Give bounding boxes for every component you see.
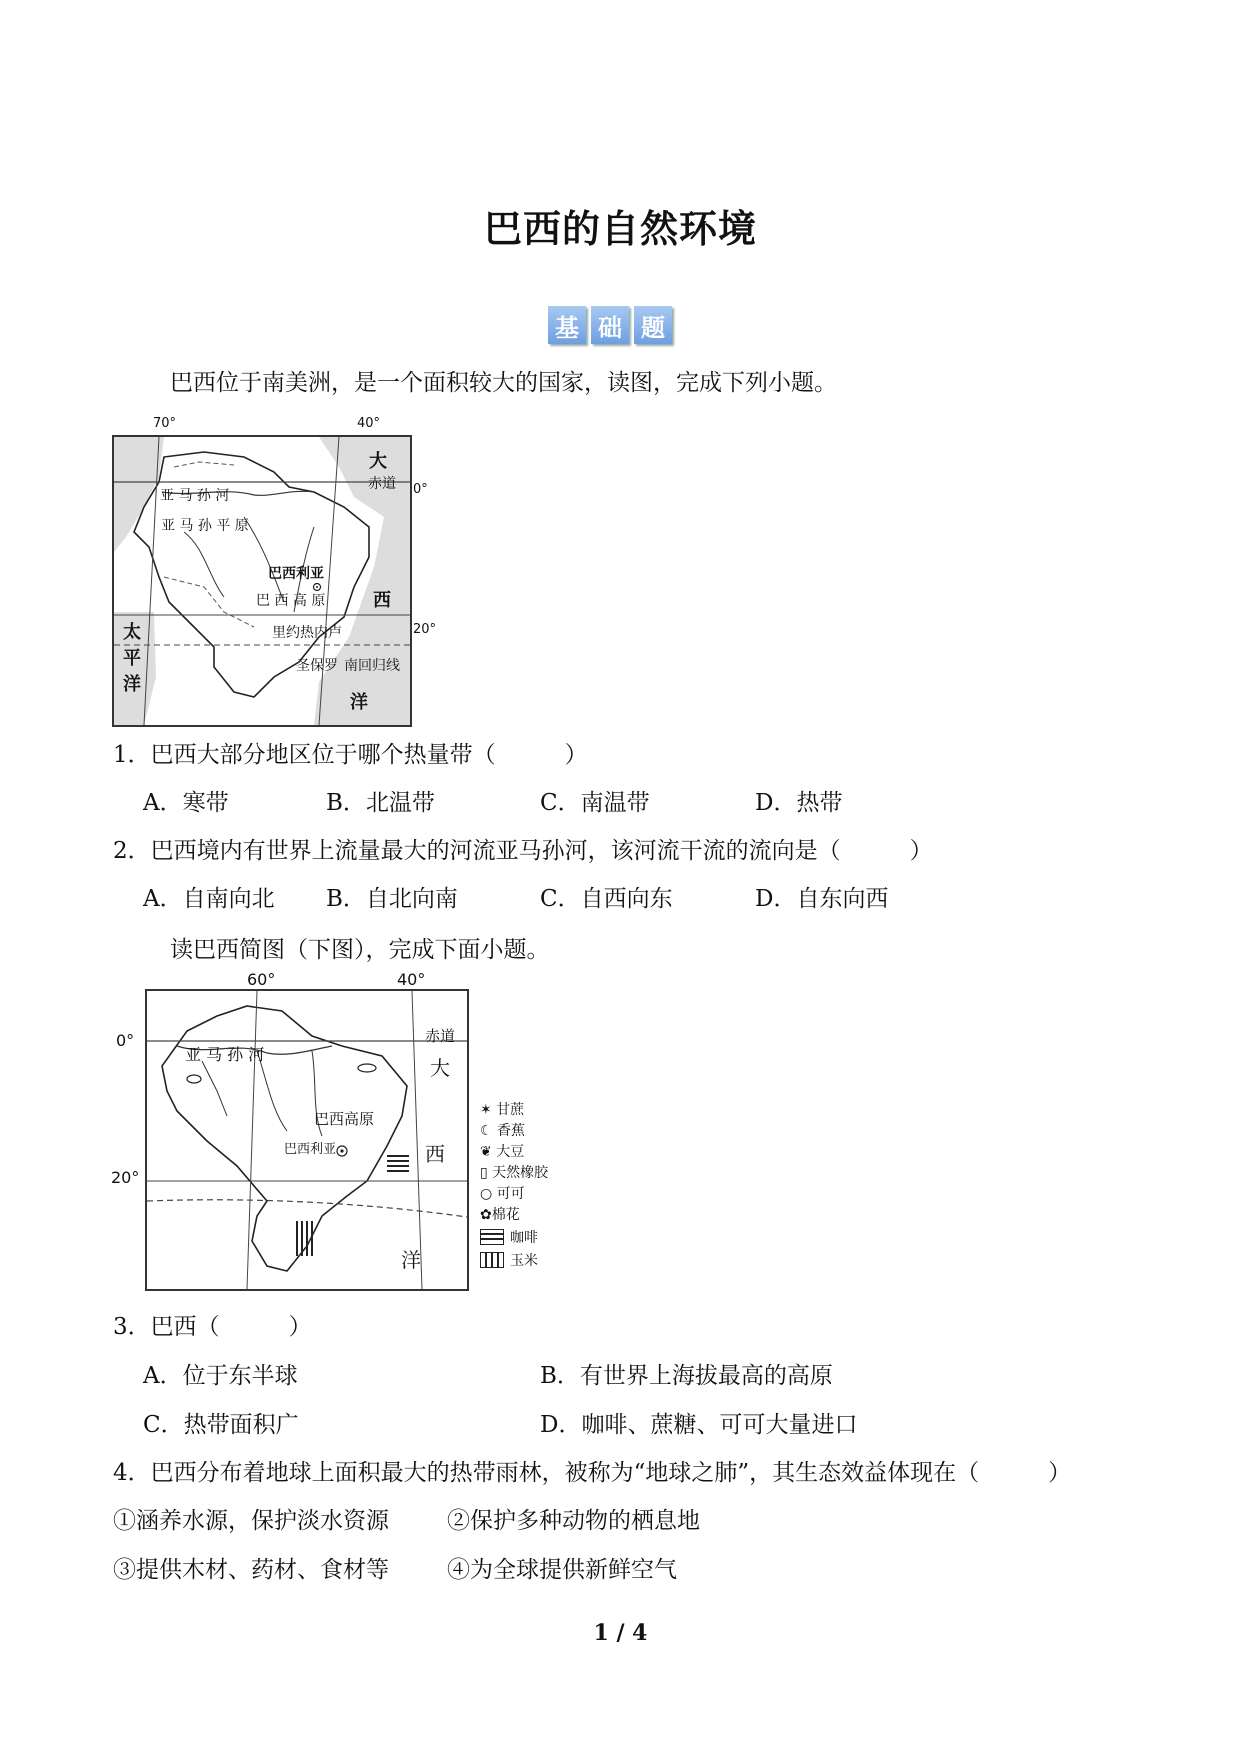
banana-icon: ☾ <box>480 1123 493 1139</box>
legend-soybean: 大豆 <box>496 1144 525 1160</box>
legend-corn: 玉米 <box>510 1252 538 1269</box>
q1-option-b: B．北温带 <box>326 790 435 816</box>
map1-amazon-river: 亚 马 孙 河 <box>160 488 230 504</box>
page-title: 巴西的自然环境 <box>483 207 757 251</box>
intro-text-1: 巴西位于南美洲，是一个面积较大的国家，读图，完成下列小题。 <box>170 370 837 396</box>
badge-char: 题 <box>634 306 672 344</box>
section-badge <box>548 306 672 344</box>
brazil-map-1 <box>112 435 412 727</box>
intro-text-2: 读巴西简图（下图），完成下面小题。 <box>170 937 550 963</box>
map1-atlantic-1: 大 <box>369 451 387 472</box>
q2-stem: 2．巴西境内有世界上流量最大的河流亚马孙河，该河流干流的流向是（ ） <box>113 838 933 864</box>
map2-lon-left: 60° <box>247 970 276 989</box>
map1-pacific-3: 洋 <box>123 674 141 695</box>
q3-option-d: D．咖啡、蔗糖、可可大量进口 <box>540 1412 858 1438</box>
soybean-icon: ❦ <box>480 1144 492 1160</box>
legend-sugarcane: 甘蔗 <box>496 1102 525 1118</box>
map1-pacific-1: 太 <box>123 622 141 643</box>
map2-atlantic-2: 西 <box>425 1142 445 1166</box>
q4-item-3: ③提供木材、药材、食材等 <box>113 1557 389 1583</box>
map2-equator-label: 赤道 <box>425 1027 456 1045</box>
page-number: 1 / 4 <box>593 1620 648 1646</box>
map1-amazon-plain: 亚 马 孙 平 原 <box>161 518 249 534</box>
q3-option-a: A．位于东半球 <box>143 1363 298 1389</box>
q4-stem: 4．巴西分布着地球上面积最大的热带雨林，被称为“地球之肺”，其生态效益体现在（ ） <box>113 1460 1072 1486</box>
cotton-icon: ✿ <box>480 1207 492 1223</box>
map2-atlantic-3: 洋 <box>401 1248 421 1272</box>
map1-brazil-plateau: 巴 西 高 原 <box>256 593 326 609</box>
badge-char: 础 <box>591 306 629 344</box>
corn-icon <box>480 1252 504 1268</box>
map1-tropic-label: 南回归线 <box>344 658 400 674</box>
map1-lon-right: 40° <box>357 416 381 431</box>
map1-lat-tropic: 20° <box>413 622 437 637</box>
rubber-icon: ▯ <box>480 1165 488 1181</box>
map1-atlantic-2: 西 <box>373 590 391 611</box>
q2-option-c: C．自西向东 <box>540 886 673 912</box>
q4-item-2: ②保护多种动物的栖息地 <box>447 1508 700 1534</box>
map2-amazon-river: 亚 马 孙 河 <box>185 1045 265 1064</box>
map1-atlantic-3: 洋 <box>350 692 368 713</box>
q4-item-4: ④为全球提供新鲜空气 <box>447 1557 677 1583</box>
q3-option-c: C．热带面积广 <box>143 1412 299 1438</box>
q2-option-d: D．自东向西 <box>755 886 889 912</box>
map2-brazil-plateau: 巴西高原 <box>314 1110 375 1128</box>
legend-rubber: 天然橡胶 <box>492 1165 549 1181</box>
legend-coffee: 咖啡 <box>510 1229 538 1246</box>
brazil-map-1-svg <box>114 437 410 725</box>
map2-atlantic-1: 大 <box>430 1056 450 1080</box>
legend-cotton: 棉花 <box>491 1207 520 1223</box>
q2-option-a: A．自南向北 <box>143 886 275 912</box>
map2-lat-equator: 0° <box>116 1031 135 1050</box>
q2-option-b: B．自北向南 <box>326 886 458 912</box>
coffee-icon <box>480 1229 504 1245</box>
map1-pacific-2: 平 <box>123 648 141 669</box>
badge-char: 基 <box>548 306 586 344</box>
map1-rio: 里约热内卢 <box>272 625 342 641</box>
map1-sao-paulo: 圣保罗 <box>296 658 338 674</box>
map1-equator-label: 赤道 <box>368 476 396 492</box>
q1-stem: 1．巴西大部分地区位于哪个热量带（ ） <box>113 742 588 768</box>
q3-option-b: B．有世界上海拔最高的高原 <box>540 1363 833 1389</box>
legend-cocoa: 可可 <box>496 1186 525 1202</box>
map2-brasilia: 巴西利亚 <box>284 1142 337 1157</box>
q1-option-c: C．南温带 <box>540 790 650 816</box>
q1-option-a: A．寒带 <box>143 790 229 816</box>
map2-lat-tropic: 20° <box>111 1168 140 1187</box>
cocoa-icon: ○ <box>480 1186 493 1202</box>
map1-brasilia: 巴西利亚 <box>268 566 324 582</box>
map1-lat-equator: 0° <box>413 482 428 497</box>
map2-legend <box>480 1099 600 1271</box>
q4-item-1: ①涵养水源，保护淡水资源 <box>113 1508 389 1534</box>
q3-stem: 3．巴西（ ） <box>113 1314 312 1340</box>
legend-banana: 香蕉 <box>497 1123 526 1139</box>
map1-lon-left: 70° <box>153 416 177 431</box>
q1-option-d: D．热带 <box>755 790 843 816</box>
sugarcane-icon: ✶ <box>480 1102 492 1118</box>
map2-lon-right: 40° <box>397 970 426 989</box>
